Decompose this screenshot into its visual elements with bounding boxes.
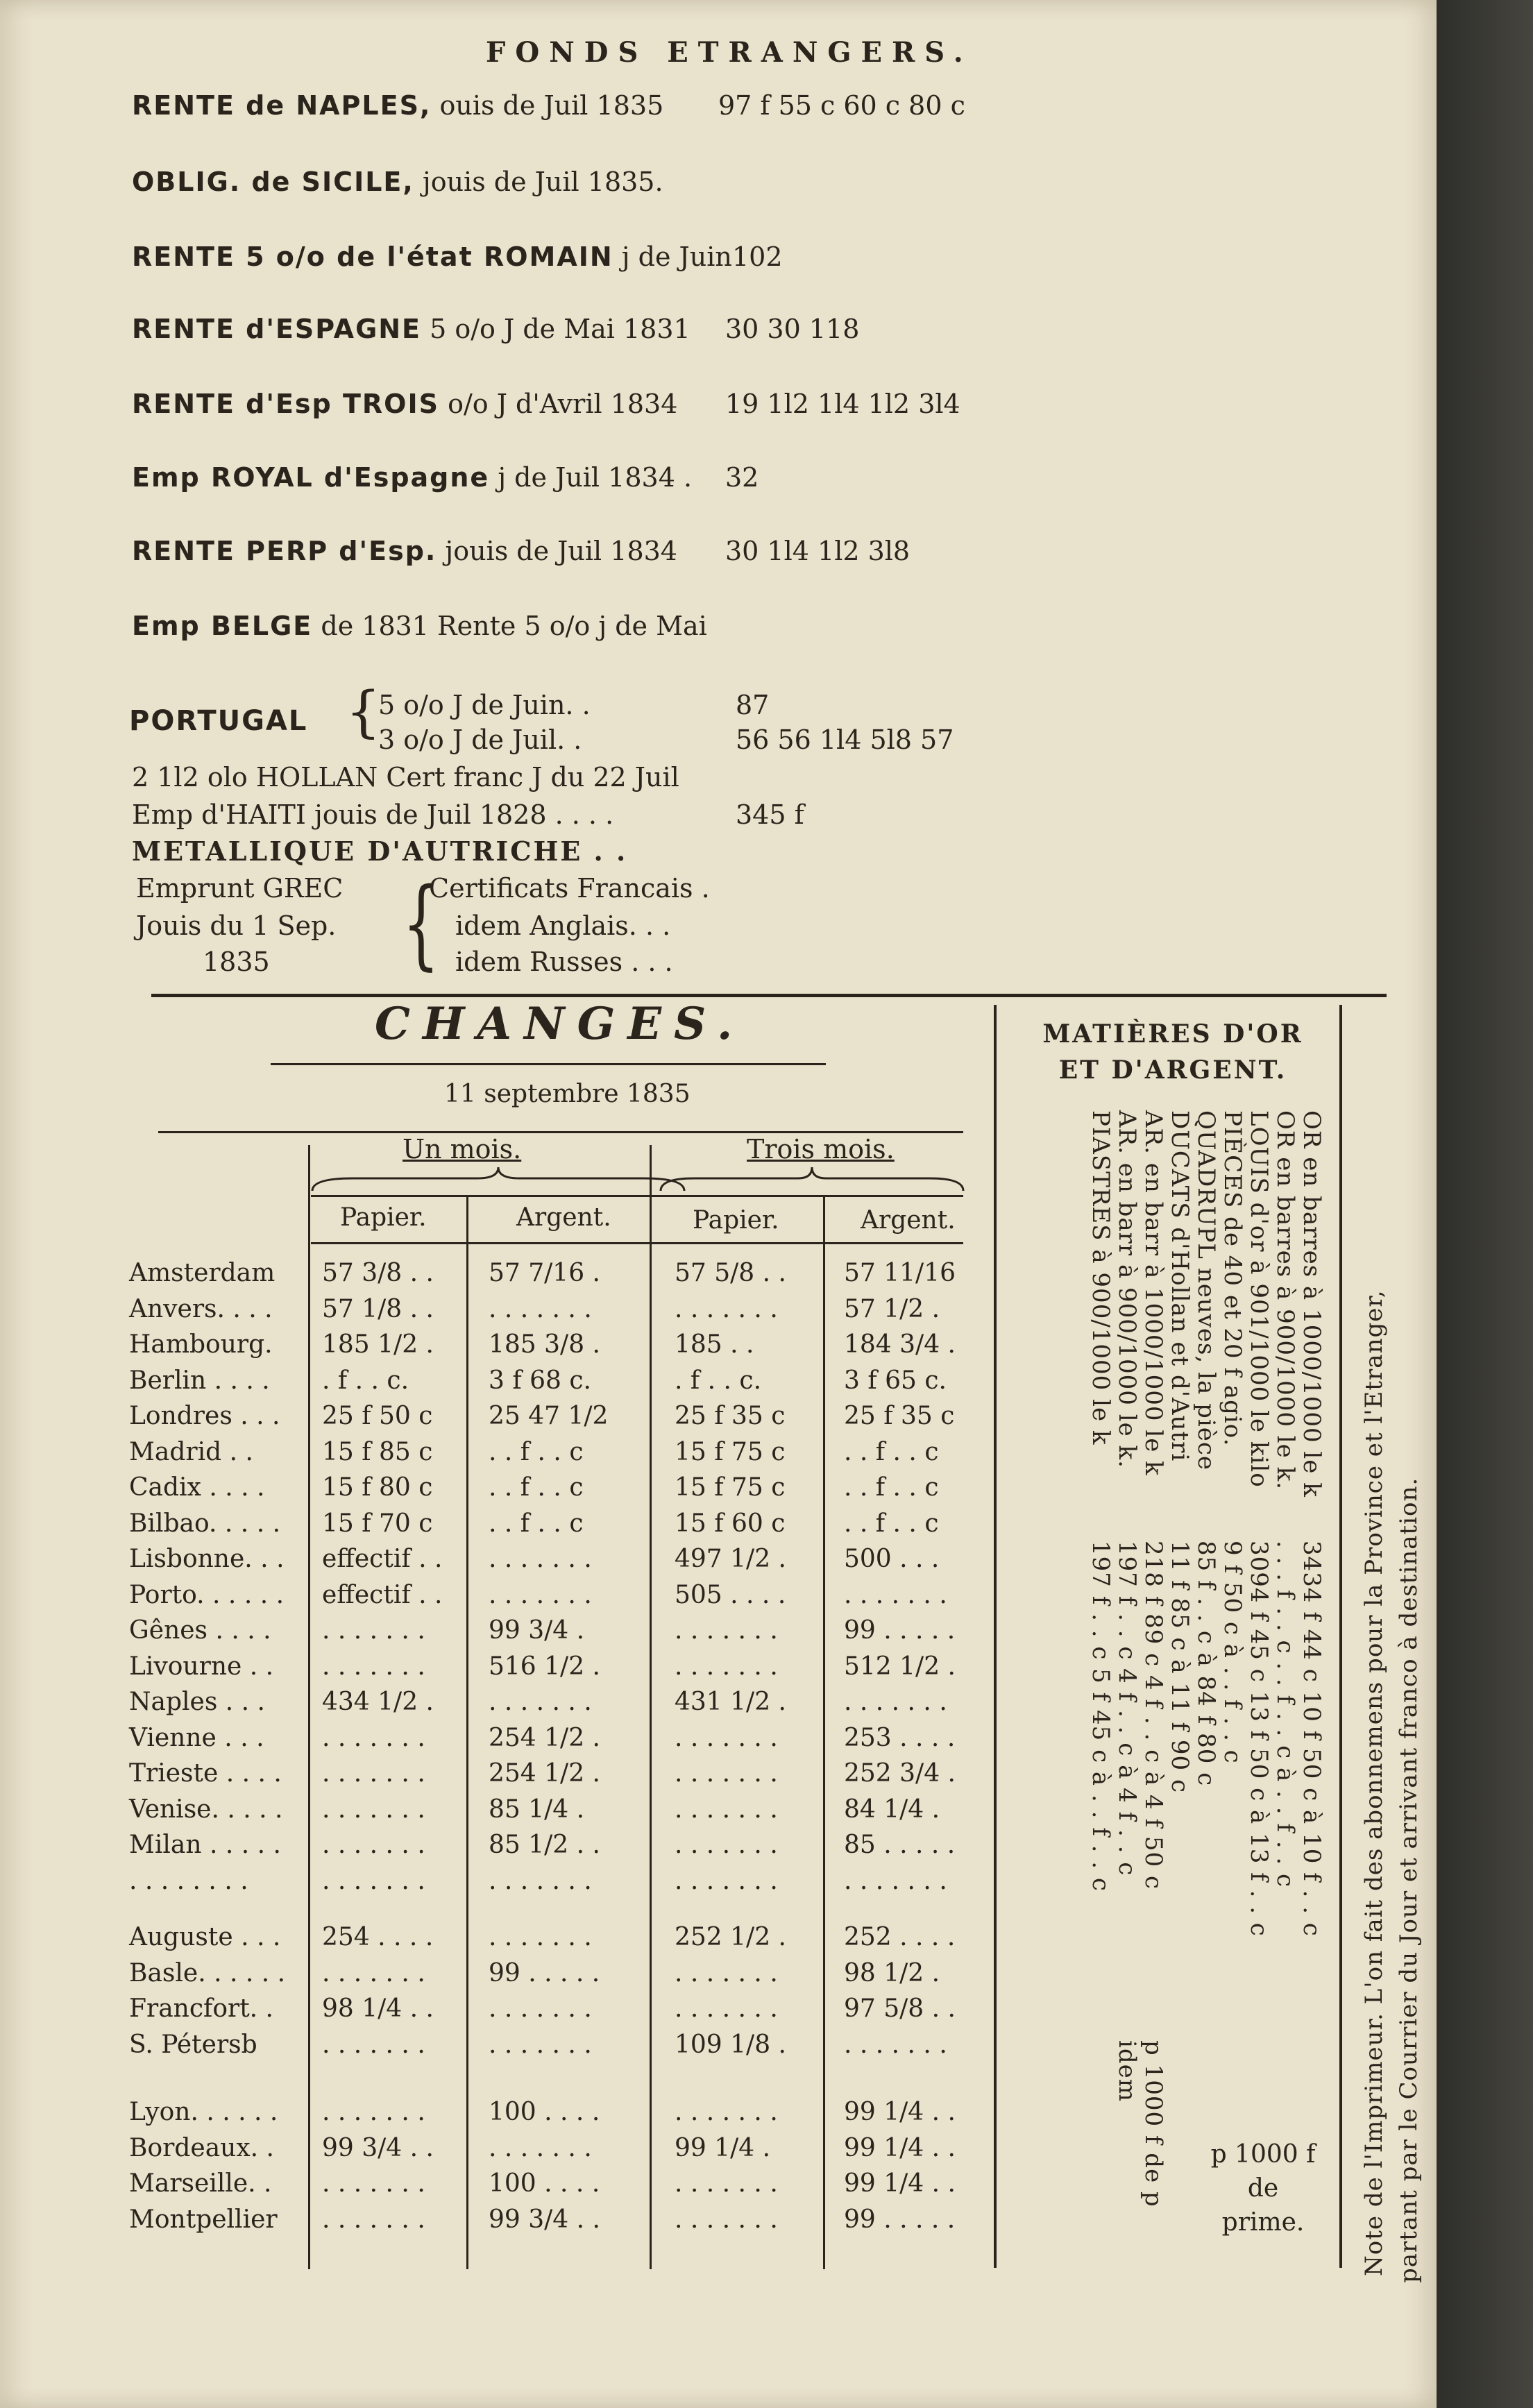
city-name: Milan . . . . . <box>129 1831 281 1859</box>
rate-cell: . . . . . . . <box>844 1867 947 1895</box>
city-name: Basle. . . . . . <box>129 1959 286 1987</box>
rate-cell: 15 f 85 c <box>322 1438 433 1466</box>
rate-cell: . . f . . c <box>844 1473 939 1502</box>
rate-cell: 57 1/2 . <box>844 1295 940 1323</box>
matiere-row: AR. en barr à 1000/1000 le k 218 f 89 c 4 f . . c à 4 f 50 c <box>1140 1110 1167 1890</box>
matiere-row: AR. en barr à 900/1000 le k. 197 f . . c 4 f . . c à 4 f . . c <box>1113 1110 1141 1876</box>
grec-label-line: Jouis du 1 Sep. <box>136 910 337 941</box>
rate-cell: . . . . . . . <box>322 2169 425 2198</box>
fe-row: RENTE PERP d'Esp. jouis de Juil 1834 30 1l4 1l2 3l8 <box>132 536 911 566</box>
col-header-rule <box>311 1195 963 1197</box>
fe-row: RENTE d'ESPAGNE 5 o/o J de Mai 1831 30 30 118 <box>132 314 860 344</box>
changes-title: CHANGES. <box>375 998 745 1050</box>
fe-other-row: 2 1l2 olo HOLLAN Cert franc J du 22 Juil <box>132 762 679 792</box>
rate-cell: 431 1/2 . <box>675 1688 786 1716</box>
fe-row: RENTE de NAPLES, ouis de Juil 1835 97 f 55 c 60 c 80 c <box>132 90 965 121</box>
column-rule <box>308 1145 310 2269</box>
city-name: Porto. . . . . . <box>129 1581 285 1609</box>
portugal-label: PORTUGAL <box>129 705 308 737</box>
matiere-row: OR en barres à 900/1000 le k. . . . f . . c . . f . . c à . . f . . c <box>1271 1110 1299 1888</box>
rate-cell: . . . . . . . <box>322 1959 425 1987</box>
rate-cell: . . . . . . . <box>844 2030 947 2059</box>
rate-cell: . . . . . . . <box>675 2205 778 2234</box>
rate-cell: 15 f 75 c <box>675 1438 786 1466</box>
city-name: Madrid . . <box>129 1438 253 1466</box>
rate-cell: 15 f 60 c <box>675 1509 786 1538</box>
rate-cell: . . . . . . . <box>675 2169 778 2198</box>
rate-cell: 99 1/4 . <box>675 2134 771 2162</box>
rate-cell: . . . . . . . <box>675 1759 778 1788</box>
rate-cell: 25 f 35 c <box>844 1402 955 1430</box>
city-name: Venise. . . . . <box>129 1795 283 1824</box>
portugal-line: 5 o/o J de Juin. . 87 <box>378 690 770 720</box>
rate-cell: . . . . . . . <box>322 1759 425 1788</box>
group-brace <box>659 1166 965 1194</box>
rate-cell: . . . . . . . <box>675 1652 778 1681</box>
rate-cell: . . . . . . . <box>675 1867 778 1895</box>
rate-cell: 25 47 1/2 <box>489 1402 609 1430</box>
city-name: Amsterdam <box>129 1259 276 1287</box>
rate-cell: effectif . . <box>322 1581 443 1609</box>
rate-cell: . . f . . c <box>844 1438 939 1466</box>
header-rule <box>158 1131 963 1133</box>
rate-cell: 99 . . . . . <box>844 1616 956 1645</box>
rate-cell: 99 . . . . . <box>489 1959 600 1987</box>
rate-cell: . . . . . . . <box>322 1724 425 1752</box>
city-name: Gênes . . . . <box>129 1616 271 1645</box>
rate-cell: . . . . . . . <box>844 1688 947 1716</box>
fe-row: Emp ROYAL d'Espagne j de Juil 1834 . 32 <box>132 462 759 493</box>
fe-row: OBLIG. de SICILE, jouis de Juil 1835. <box>132 167 663 197</box>
fe-row: RENTE 5 o/o de l'état ROMAIN j de Juin 102 <box>132 241 783 272</box>
rate-cell: 516 1/2 . <box>489 1652 600 1681</box>
matieres-rotated-block <box>1034 1110 1326 2290</box>
rate-cell: 57 5/8 . . <box>675 1259 786 1287</box>
matieres-title: MATIÈRES D'OR ET D'ARGENT. <box>1042 1019 1303 1085</box>
grec-label-line: 1835 <box>203 947 270 977</box>
rate-cell: 57 11/16 <box>844 1259 956 1287</box>
rate-cell: 15 f 75 c <box>675 1473 786 1502</box>
city-name: Francfort. . <box>129 1994 274 2023</box>
rate-cell: . . . . . . . <box>322 1652 425 1681</box>
group-header: Un mois. <box>403 1134 522 1164</box>
rate-cell: 254 . . . . <box>322 1923 434 1951</box>
matiere-row: PIASTRES à 900/1000 le k 197 f . . c 5 f 45 c à . . f . . c <box>1087 1110 1115 1892</box>
matiere-row: OR en barres à 1000/1000 le k 3434 f 44 c 10 f 50 c à 10 f . . c <box>1298 1110 1326 1937</box>
rate-cell: 109 1/8 . <box>675 2030 786 2059</box>
rate-cell: . . . . . . . <box>322 2030 425 2059</box>
rate-cell: . . f . . c <box>844 1509 939 1538</box>
rate-cell: effectif . . <box>322 1545 443 1573</box>
rate-cell: 254 1/2 . <box>489 1724 600 1752</box>
col-header: Argent. <box>861 1206 956 1235</box>
page-edge <box>1437 0 1533 2408</box>
grec-item: idem Russes . . . <box>455 947 673 977</box>
fe-other-row: METALLIQUE D'AUTRICHE . . <box>132 836 628 867</box>
note-line: Note de l'Imprimeur. L'on fait des abonnemens pour la Province et l'Etranger, <box>1360 1289 1388 2276</box>
grec-label-line: Emprunt GREC <box>136 873 344 904</box>
rate-cell: 98 1/2 . <box>844 1959 940 1987</box>
rate-cell: 99 . . . . . <box>844 2205 956 2234</box>
rate-cell: . . . . . . . <box>675 1994 778 2023</box>
rate-cell: . . . . . . . <box>675 1616 778 1645</box>
rate-cell: . . . . . . . <box>322 1616 425 1645</box>
city-name: Bilbao. . . . . <box>129 1509 281 1538</box>
rate-cell: 84 1/4 . <box>844 1795 940 1824</box>
rate-cell: 185 3/8 . <box>489 1330 600 1359</box>
rate-cell: 3 f 68 c. <box>489 1366 591 1395</box>
rate-cell: 252 . . . . <box>844 1923 956 1951</box>
rate-cell: 497 1/2 . <box>675 1545 786 1573</box>
rate-cell: 97 5/8 . . <box>844 1994 956 2023</box>
col-header-rule <box>311 1242 963 1244</box>
rate-cell: . . . . . . . <box>322 2098 425 2126</box>
rate-cell: . . . . . . . <box>322 2205 425 2234</box>
note-line: partant par le Courrier du Jour et arrivant franco à destination. <box>1395 1477 1423 2283</box>
city-name: Lisbonne. . . <box>129 1545 285 1573</box>
city-name: Livourne . . <box>129 1652 274 1681</box>
rate-cell: 3 f 65 c. <box>844 1366 947 1395</box>
rate-cell: 99 1/4 . . <box>844 2134 956 2162</box>
city-name: . . . . . . . . <box>129 1867 248 1895</box>
rate-cell: . . . . . . . <box>489 1923 592 1951</box>
column-rule <box>466 1195 468 2269</box>
city-name: Bordeaux. . <box>129 2134 274 2162</box>
col-header: Papier. <box>693 1206 779 1235</box>
rate-cell: . . f . . c <box>489 1473 584 1502</box>
city-name: Londres . . . <box>129 1402 280 1430</box>
rate-cell: 505 . . . . <box>675 1581 786 1609</box>
grec-item: Certificats Francais . <box>429 873 710 904</box>
rate-cell: . . . . . . . <box>489 1545 592 1573</box>
column-rule <box>823 1195 825 2269</box>
rate-cell: 434 1/2 . <box>322 1688 434 1716</box>
column-rule <box>650 1145 652 2269</box>
rate-cell: 57 3/8 . . <box>322 1259 434 1287</box>
rate-cell: . . . . . . . <box>489 2030 592 2059</box>
rate-cell: . . . . . . . <box>675 1795 778 1824</box>
matiere-row: DUCATS d'Hollan et d'Autri 11 f 85 c à 11 f 90 c <box>1166 1110 1194 1794</box>
rate-cell: 25 f 35 c <box>675 1402 786 1430</box>
rate-cell: . . . . . . . <box>489 1688 592 1716</box>
rate-cell: 99 1/4 . . <box>844 2098 956 2126</box>
city-name: Marseille. . <box>129 2169 272 2198</box>
city-name: Montpellier <box>129 2205 278 2234</box>
rate-cell: 57 7/16 . <box>489 1259 600 1287</box>
rate-cell: 85 . . . . . <box>844 1831 956 1859</box>
rate-cell: 100 . . . . <box>489 2169 600 2198</box>
rate-cell: . f . . c. <box>322 1366 409 1395</box>
matiere-row: LOUIS d'or à 901/1000 le kilo 3094 f 45 c 13 f 50 c à 13 f . . c <box>1245 1110 1273 1937</box>
rate-cell: . . . . . . . <box>675 2098 778 2126</box>
rate-cell: 253 . . . . <box>844 1724 956 1752</box>
rate-cell: . . . . . . . <box>489 1581 592 1609</box>
city-name: Cadix . . . . <box>129 1473 265 1502</box>
rate-cell: 99 3/4 . . <box>489 2205 600 2234</box>
changes-date: 11 septembre 1835 <box>444 1080 691 1108</box>
rate-cell: 184 3/4 . <box>844 1330 956 1359</box>
rate-cell: . . . . . . . <box>489 1295 592 1323</box>
rate-cell: 15 f 80 c <box>322 1473 433 1502</box>
rate-cell: 254 1/2 . <box>489 1759 600 1788</box>
rate-cell: . . . . . . . <box>489 2134 592 2162</box>
rate-cell: 98 1/4 . . <box>322 1994 434 2023</box>
grec-item: idem Anglais. . . <box>455 910 671 941</box>
rate-cell: 99 3/4 . <box>489 1616 585 1645</box>
fe-other-row: Emp d'HAITI jouis de Juil 1828 . . . . 345 f <box>132 799 804 830</box>
city-name: Berlin . . . . <box>129 1366 270 1395</box>
column-rule <box>994 1005 997 2268</box>
section-rule <box>151 994 1387 997</box>
rate-cell: 85 1/2 . . <box>489 1831 600 1859</box>
rate-cell: . f . . c. <box>675 1366 762 1395</box>
city-name: Vienne . . . <box>129 1724 264 1752</box>
portugal-line: 3 o/o J de Juil. . 56 56 1l4 5l8 57 <box>378 724 954 755</box>
city-name: S. Pétersb <box>129 2030 257 2059</box>
title-rule <box>271 1063 826 1065</box>
rate-cell: 500 . . . <box>844 1545 940 1573</box>
rate-cell: 185 . . <box>675 1330 754 1359</box>
rate-cell: 99 1/4 . . <box>844 2169 956 2198</box>
rate-cell: . . . . . . . <box>844 1581 947 1609</box>
city-name: Naples . . . <box>129 1688 265 1716</box>
rate-cell: 85 1/4 . <box>489 1795 585 1824</box>
rate-cell: 185 1/2 . <box>322 1330 434 1359</box>
rate-cell: 57 1/8 . . <box>322 1295 434 1323</box>
rate-cell: 100 . . . . <box>489 2098 600 2126</box>
rate-cell: 512 1/2 . <box>844 1652 956 1681</box>
rate-cell: . . . . . . . <box>675 1295 778 1323</box>
premium-note: p 1000 f de prime. <box>1210 2140 1316 2237</box>
col-header: Argent. <box>516 1203 611 1232</box>
rate-cell: . . f . . c <box>489 1509 584 1538</box>
matiere-row: PIÈCES de 40 et 20 f agio. 9 f 50 c à . . f . . c <box>1219 1110 1246 1764</box>
rate-cell: 25 f 50 c <box>322 1402 433 1430</box>
fe-row: RENTE d'Esp TROIS o/o J d'Avril 1834 19 1l2 1l4 1l2 3l4 <box>132 389 960 419</box>
matiere-row: QUADRUPL neuves, la pièce 85 f . . c à 84 f 80 c <box>1192 1110 1220 1787</box>
rate-cell: . . . . . . . <box>675 1724 778 1752</box>
rate-cell: . . . . . . . <box>675 1831 778 1859</box>
fe-row: Emp BELGE de 1831 Rente 5 o/o j de Mai <box>132 611 707 641</box>
rate-cell: 252 1/2 . <box>675 1923 786 1951</box>
group-header: Trois mois. <box>747 1134 895 1164</box>
rate-cell: 252 3/4 . <box>844 1759 956 1788</box>
city-name: Lyon. . . . . . <box>129 2098 278 2126</box>
brace: { <box>402 867 440 981</box>
premium-rotated: p 1000 f de p <box>1140 2040 1167 2207</box>
col-header: Papier. <box>340 1203 427 1232</box>
column-rule <box>1339 1005 1342 2268</box>
group-brace <box>311 1166 686 1194</box>
rate-cell: . . . . . . . <box>322 1831 425 1859</box>
rate-cell: 15 f 70 c <box>322 1509 433 1538</box>
fonds-etrangers-title: FONDS ETRANGERS. <box>486 36 973 69</box>
city-name: Auguste . . . <box>129 1923 281 1951</box>
city-name: Anvers. . . . <box>129 1295 273 1323</box>
rate-cell: . . . . . . . <box>489 1994 592 2023</box>
rate-cell: . . . . . . . <box>322 1795 425 1824</box>
city-name: Trieste . . . . <box>129 1759 282 1788</box>
rate-cell: . . . . . . . <box>489 1867 592 1895</box>
idem-rotated: idem <box>1113 2040 1141 2102</box>
rate-cell: . . . . . . . <box>322 1867 425 1895</box>
brace: { <box>346 679 381 744</box>
rate-cell: . . . . . . . <box>675 1959 778 1987</box>
rate-cell: . . f . . c <box>489 1438 584 1466</box>
rate-cell: 99 3/4 . . <box>322 2134 434 2162</box>
city-name: Hambourg. <box>129 1330 273 1359</box>
